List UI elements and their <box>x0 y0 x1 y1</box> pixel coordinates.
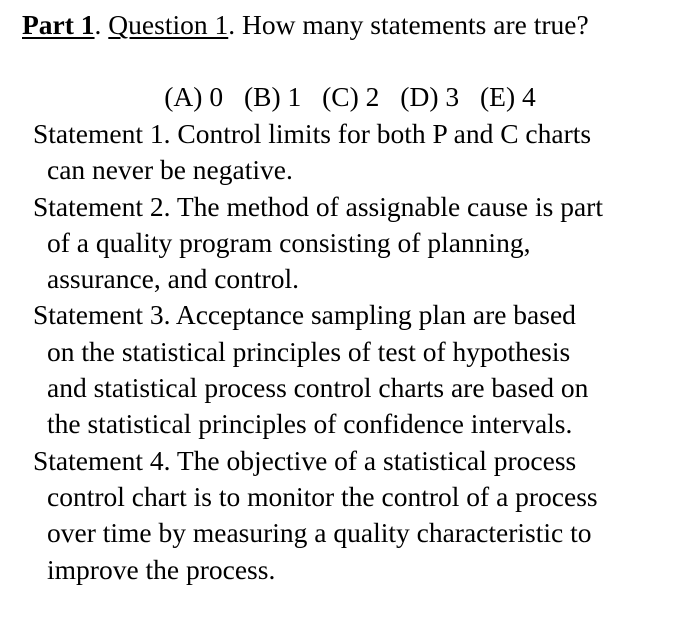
choice-c: (C) 2 <box>322 81 380 112</box>
statement-line: Statement 1. Control limits for both P and C charts <box>33 118 592 149</box>
statement-line: and statistical process control charts are based on <box>47 372 589 404</box>
statement-line: can never be negative. <box>47 154 293 186</box>
statement-line: the statistical principles of confidence intervals. <box>47 408 573 440</box>
answer-choices <box>0 78 700 116</box>
choice-d: (D) 3 <box>400 81 460 112</box>
statement-line: on the statistical principles of test of hypothesis <box>47 335 571 367</box>
part-separator: . <box>94 9 109 40</box>
statement-1 <box>33 116 693 189</box>
statement-list <box>33 116 693 588</box>
question-heading <box>22 6 589 44</box>
question-label: Question 1 <box>108 9 229 40</box>
statement-line: Statement 2. The method of assignable cause is part <box>33 190 603 222</box>
statement-line: assurance, and control. <box>47 263 299 295</box>
question-separator: . <box>228 9 242 40</box>
statement-line: control chart is to monitor the control of a process <box>47 480 598 512</box>
statement-2 <box>33 189 693 298</box>
choice-b: (B) 1 <box>243 81 302 112</box>
statement-line: Statement 4. The objective of a statistical process <box>33 444 577 476</box>
choice-e: (E) 4 <box>479 81 536 112</box>
statement-line: improve the process. <box>47 553 276 585</box>
question-prompt: How many statements are true? <box>241 9 589 40</box>
statement-3 <box>33 297 693 442</box>
statement-4 <box>33 443 693 588</box>
statement-line: over time by measuring a quality characteristic to <box>47 517 592 549</box>
statement-line: Statement 3. Acceptance sampling plan are based <box>33 299 576 331</box>
statement-line: of a quality program consisting of planning, <box>47 226 531 258</box>
choice-a: (A) 0 <box>164 81 224 112</box>
part-label: Part 1 <box>22 9 95 40</box>
